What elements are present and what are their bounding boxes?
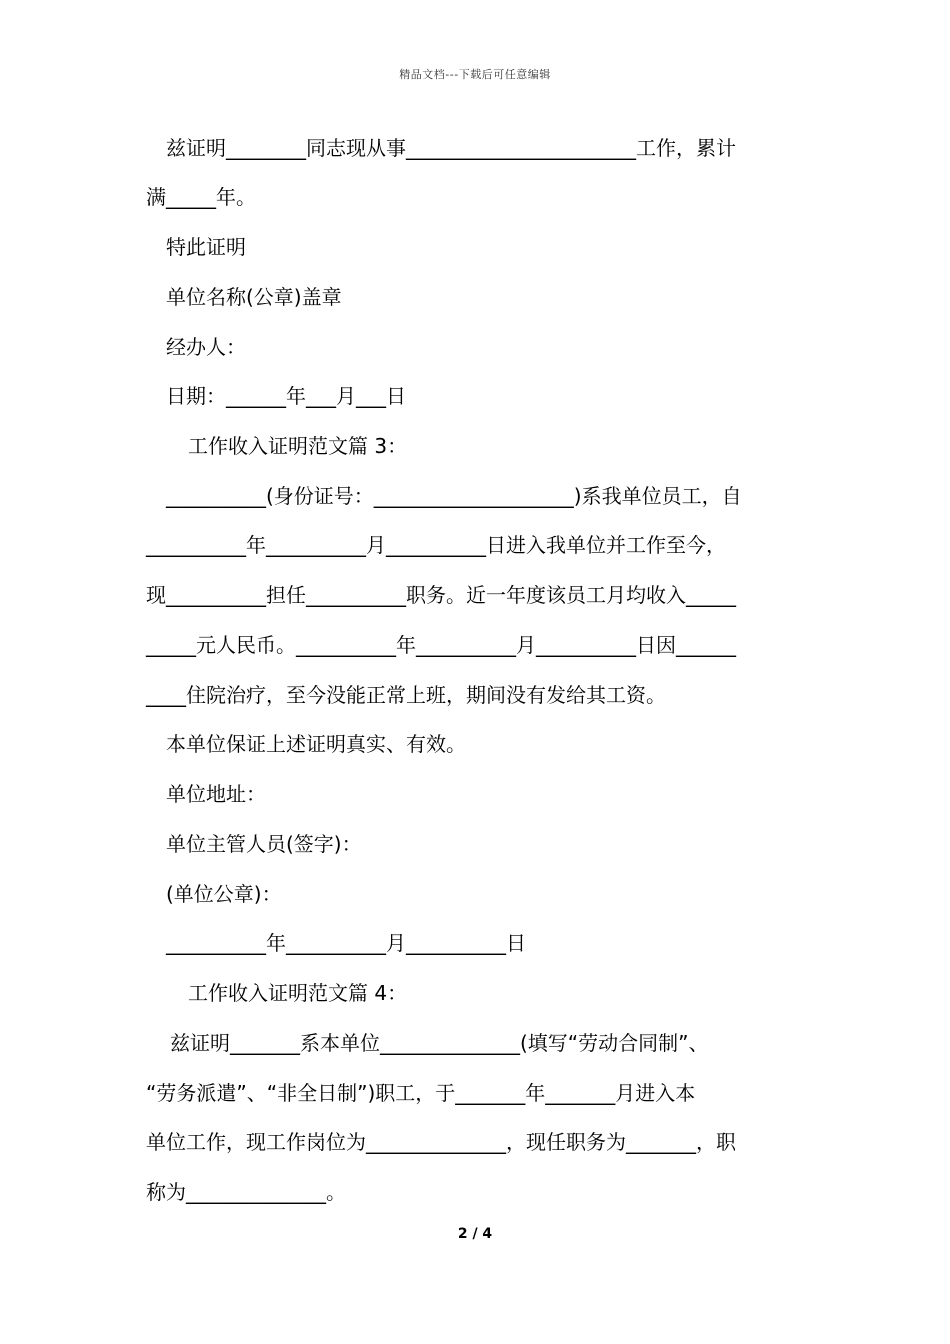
paragraph-line: 经办人：	[166, 335, 246, 359]
paragraph-line: “劳务派遣”、“非全日制”)职工，于_______年_______月进入本	[146, 1081, 696, 1105]
paragraph-line: 本单位保证上述证明真实、有效。	[166, 732, 466, 756]
paragraph-line: 称为______________。	[146, 1180, 346, 1204]
paragraph-line: 单位工作，现工作岗位为______________，现任职务为_______，职	[146, 1130, 736, 1154]
paragraph-line: __________年__________月__________日进入我单位并工作至今，	[146, 533, 726, 557]
document-header: 精品文档---下载后可任意编辑	[399, 68, 551, 81]
paragraph-line: 兹证明_______系本单位______________(填写“劳动合同制”、	[170, 1031, 709, 1055]
paragraph-line: (单位公章)：	[166, 882, 282, 906]
paragraph-line: _____元人民币。__________年__________月__________日因______	[146, 633, 736, 657]
paragraph-line: 特此证明	[166, 235, 246, 259]
paragraph-line: __________(身份证号：____________________)系我单位员工，自	[166, 484, 742, 508]
paragraph-line: 日期：______年___月___日	[166, 384, 406, 408]
page-indicator: 2 / 4	[457, 1226, 493, 1242]
section-heading: 工作收入证明范文篇 3：	[188, 434, 408, 458]
paragraph-line: ____住院治疗，至今没能正常上班，期间没有发给其工资。	[146, 683, 666, 707]
section-heading: 工作收入证明范文篇 4：	[188, 981, 408, 1005]
paragraph-line: 现__________担任__________职务。近一年度该员工月均收入_____	[146, 583, 736, 607]
paragraph-line: __________年__________月__________日	[166, 931, 526, 955]
paragraph-line: 单位主管人员(签字)：	[166, 832, 362, 856]
paragraph-line: 满_____年。	[146, 185, 256, 209]
paragraph-line: 单位地址：	[166, 782, 266, 806]
paragraph-line: 兹证明________同志现从事_______________________工作，累计	[166, 136, 736, 160]
paragraph-line: 单位名称(公章)盖章	[166, 285, 342, 309]
